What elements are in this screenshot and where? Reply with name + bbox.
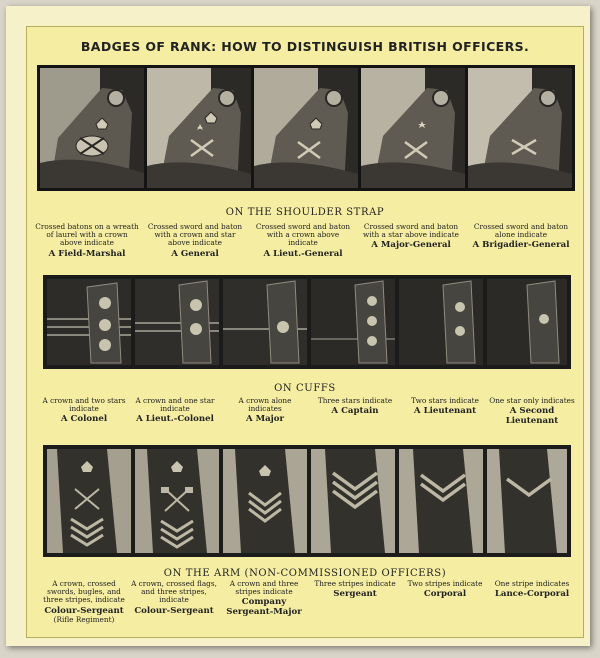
caption-corporal — [403, 580, 487, 599]
caption-lieut-colonel — [131, 397, 219, 424]
caption-desc: Crossed batons on a wreath of laurel with a crown above indicate — [35, 222, 139, 248]
caption-general — [143, 223, 247, 259]
caption-desc: A crown, crossed flags, and three stripes, indicate — [131, 579, 217, 605]
caption-desc: A crown and three stripes indicate — [229, 579, 299, 597]
caption-rank: Colour-Sergeant — [44, 605, 124, 616]
photo-lance-corporal — [487, 449, 567, 553]
photo-major-general — [361, 68, 465, 188]
caption-desc: Crossed sword and baton with a crown and star above indicate — [147, 222, 243, 248]
caption-rank: A Lieut.-General — [263, 248, 343, 259]
caption-colour-sergeant-rifle — [41, 580, 127, 624]
section-heading-arm: ON THE ARM (NON-COMMISSIONED OFFICERS) — [163, 568, 447, 579]
caption-rank: A General — [171, 248, 219, 259]
caption-rank: A Captain — [331, 406, 379, 417]
photo-field-marshal — [40, 68, 144, 188]
photo-colour-sergeant-rifle — [47, 449, 131, 553]
photo-captain — [311, 279, 395, 365]
caption-rank: A Field-Marshal — [48, 248, 126, 259]
caption-desc: Crossed sword and baton with a star above indicate — [363, 222, 459, 240]
caption-desc: One star only indicates — [489, 396, 575, 405]
page-title: BADGES OF RANK: HOW TO DISTINGUISH BRITISH OFFICERS. — [80, 39, 530, 54]
caption-lieutenant — [403, 397, 487, 416]
page-frame — [6, 6, 590, 646]
caption-desc: A crown and one star indicate — [135, 396, 215, 414]
arm-photo-strip — [43, 445, 571, 557]
caption-desc: Crossed sword and baton with a crown above indicate — [255, 222, 351, 248]
caption-rank: Company Sergeant-Major — [226, 597, 302, 618]
caption-rank: A Major — [245, 414, 285, 425]
caption-rank: A Lieutenant — [413, 406, 477, 417]
section-heading-shoulder: ON THE SHOULDER STRAP — [225, 207, 385, 218]
caption-colour-sergeant — [131, 580, 217, 616]
caption-major — [223, 397, 307, 424]
caption-rank: Colour-Sergeant — [134, 605, 214, 616]
photo-lieutenant — [399, 279, 483, 365]
caption-desc: A crown alone indicates — [238, 396, 292, 414]
caption-colonel — [41, 397, 127, 424]
caption-rank: A Brigadier-General — [472, 240, 570, 251]
caption-field-marshal — [35, 223, 139, 259]
caption-captain — [313, 397, 397, 416]
caption-rank: Corporal — [423, 589, 467, 600]
caption-desc: Three stars indicate — [317, 396, 393, 405]
photo-corporal — [399, 449, 483, 553]
caption-rank: Lance-Corporal — [494, 589, 570, 600]
photo-sergeant — [311, 449, 395, 553]
caption-rank: A Colonel — [60, 414, 108, 425]
photo-colour-sergeant — [135, 449, 219, 553]
caption-company-sergeant-major — [221, 580, 307, 617]
shoulder-strap-photo-strip — [37, 65, 575, 191]
photo-lieut-general — [254, 68, 358, 188]
plate — [26, 26, 584, 638]
caption-second-lieutenant — [489, 397, 575, 426]
caption-desc: One stripe indicates — [494, 579, 570, 588]
caption-lieut-general — [251, 223, 355, 259]
caption-sergeant — [313, 580, 397, 599]
caption-rank: A Lieut.-Colonel — [136, 414, 214, 425]
caption-rank: Sergeant — [333, 589, 377, 600]
caption-rank: A Major-General — [371, 240, 451, 251]
caption-rank: A Second Lieutenant — [505, 406, 559, 427]
caption-brigadier-general — [465, 223, 577, 250]
caption-major-general — [359, 223, 463, 250]
photo-second-lieutenant — [487, 279, 567, 365]
caption-desc: A crown, crossed swords, bugles, and three stripes, indicate — [43, 579, 125, 605]
photo-company-sergeant-major — [223, 449, 307, 553]
caption-desc: A crown and two stars indicate — [42, 396, 126, 414]
caption-sub: (Rifle Regiment) — [53, 614, 115, 624]
caption-desc: Two stars indicate — [411, 396, 479, 405]
photo-lieut-colonel — [135, 279, 219, 365]
photo-brigadier-general — [468, 68, 572, 188]
caption-desc: Two stripes indicate — [407, 579, 483, 588]
cuffs-photo-strip — [43, 275, 571, 369]
caption-desc: Three stripes indicate — [314, 579, 396, 588]
caption-lance-corporal — [489, 580, 575, 599]
caption-desc: Crossed sword and baton alone indicate — [473, 222, 569, 240]
photo-major — [223, 279, 307, 365]
section-heading-cuffs: ON CUFFS — [274, 383, 336, 394]
photo-colonel — [47, 279, 131, 365]
photo-general — [147, 68, 251, 188]
